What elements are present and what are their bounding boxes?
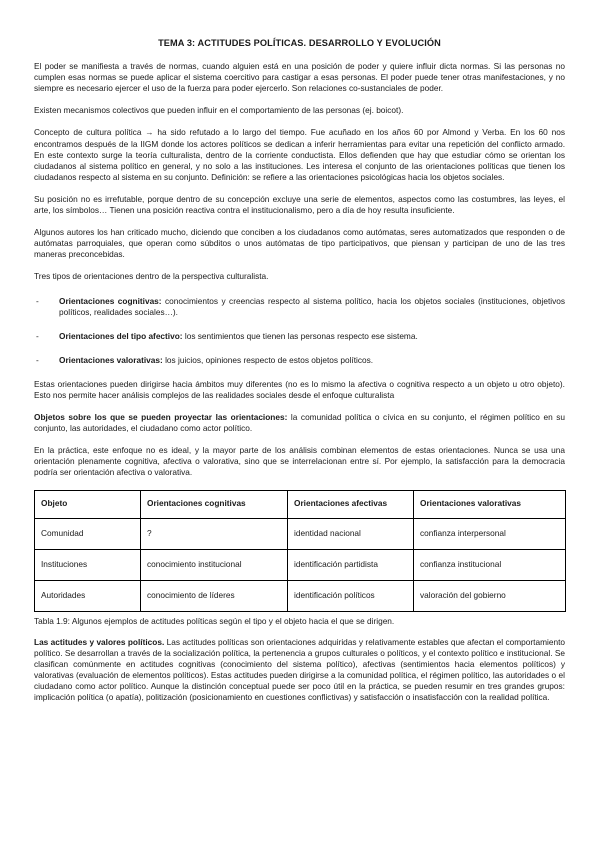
column-header: Objeto — [35, 490, 141, 518]
table-caption: Tabla 1.9: Algunos ejemplos de actitudes políticas según el tipo y el objeto hacia el que se dirigen. — [34, 615, 395, 626]
table-cell: identificación partidista — [288, 549, 414, 580]
paragraph-objetos — [34, 412, 565, 434]
page-title: TEMA 3: ACTITUDES POLÍTICAS. DESARROLLO Y EVOLUCIÓN — [158, 38, 441, 48]
table-cell: identificación políticos — [288, 580, 414, 611]
table-header-row — [35, 490, 566, 518]
table-cell: confianza interpersonal — [414, 518, 566, 549]
list-item — [34, 296, 565, 318]
table-row — [35, 580, 566, 611]
orientation-term: Orientaciones valorativas: — [59, 354, 163, 365]
table-cell: ? — [141, 518, 288, 549]
orientation-text: conocimientos y creencias respecto al sistema político, hacia los objetos sociales (instituciones, objetivos políticos, realidades sociales…). — [59, 295, 566, 317]
orientation-text: los sentimientos que tienen las personas respecto ese sistema. — [182, 330, 418, 341]
actitudes-text: Las actitudes políticas son orientaciones adquiridas y relativamente estables que afectan el comportamiento político. Se desarrollan a través de la socialización política, la pertenencia a grupos culturales o políticos, y el contexto político e institucional. Se clasifican comúnmente en actitudes cognitivas (conocimiento del sistema político), afectivas (sentimientos hacia elementos políticos) y valorativas (evaluación de elementos políticos). Estas actitudes pueden dirigirse a la comunidad política, el régimen político, las autoridades o el ciudadano como actor político. Aunque la distinción conceptual puede ser poco útil en la práctica, se pueden resumir en tres grandes grupos: implicación política (o apatía), politización (posicionamiento en cuestiones conflictivas) y satisfacción o insatisfacción con la realidad política. — [34, 636, 565, 703]
table-row — [35, 518, 566, 549]
objetos-text: la comunidad política o cívica en su conjunto, el régimen político en su conjunto, las autoridades, el ciudadano como actor político. — [34, 412, 565, 434]
paragraph-posicion: Su posición no es irrefutable, porque dentro de su concepción excluye una serie de elementos, aspectos como las costumbres, las leyes, el arte, los símbolos… Tienen una posición reactiva contra el institucionalismo, pero a día de hoy resulta insuficiente. — [34, 193, 565, 216]
column-header: Orientaciones afectivas — [288, 490, 414, 518]
table-cell: identidad nacional — [288, 518, 414, 549]
table-row — [35, 549, 566, 580]
table-cell: Autoridades — [35, 580, 141, 611]
orientation-term: Orientaciones cognitivas: — [59, 295, 162, 306]
paragraph-practica: En la práctica, este enfoque no es ideal, y la mayor parte de los análisis combinan elementos de estas orientaciones. Nunca se usa una orientación plenamente cognitiva, afectiva o valorativa, sino que se interrelacionan entre sí. Por ejemplo, la satisfacción para la democracia podría ser orientación afectiva o valorativa. — [34, 445, 565, 478]
actitudes-term: Las actitudes y valores políticos. — [34, 636, 165, 647]
column-header: Orientaciones cognitivas — [141, 490, 288, 518]
orientation-term: Orientaciones del tipo afectivo: — [59, 330, 183, 341]
orientation-text: los juicios, opiniones respecto de estos objetos políticos. — [162, 354, 374, 365]
paragraph-mecanismos: Existen mecanismos colectivos que pueden influir en el comportamiento de las personas (ej. boicot). — [34, 105, 404, 116]
table-cell: Comunidad — [35, 518, 141, 549]
list-item — [34, 355, 565, 366]
paragraph-poder: El poder se manifiesta a través de normas, cuando alguien está en una posición de poder y quiere influir dicta normas. Si las personas no cumplen esas normas se puede aplicar el sistema coercitivo para castigar a esas personas. El poder puede tener otras manifestaciones, y no siempre es necesario ejercer el uso de la fuerza para poder ejercerlo. Son relaciones co-sustanciales de poder. — [34, 61, 565, 94]
paragraph-tres-tipos: Tres tipos de orientaciones dentro de la perspectiva culturalista. — [34, 271, 269, 282]
table-cell: conocimiento institucional — [141, 549, 288, 580]
list-dash: - — [36, 354, 39, 365]
table-cell: confianza institucional — [414, 549, 566, 580]
list-dash: - — [36, 295, 39, 306]
table-cell: Instituciones — [35, 549, 141, 580]
table-cell: conocimiento de líderes — [141, 580, 288, 611]
table-cell: valoración del gobierno — [414, 580, 566, 611]
column-header: Orientaciones valorativas — [414, 490, 566, 518]
paragraph-actitudes-valores — [34, 637, 565, 704]
list-dash: - — [36, 330, 39, 341]
list-item — [34, 331, 565, 342]
paragraph-criticas: Algunos autores los han criticado mucho, diciendo que conciben a los ciudadanos como autómatas, seres automatizados que responden o de autómatas parroquiales, que operan como súbditos o unos autómatas de tipo participativos, que piensan y participan de uno de las tres maneras preconcebidas. — [34, 227, 565, 260]
paragraph-cultura-politica: Concepto de cultura política → ha sido refutado a lo largo del tiempo. Fue acuñado en los años 60 por Almond y Verba. En los 60 nos encontramos después de la IIGM donde los actores políticos se dedican a inferir herramientas para evitar una repetición del conflicto armado. En este contexto surge la teoría culturalista, dentro de la corriente conductista. Ellos defienden que hay que estudiar cómo se orientan los ciudadanos al sistema político en general, y no solo a las instituciones. Les interesa el conjunto de las orientaciones políticas que tienen los ciudadanos respecto al sistema en su conjunto. Definición: se refiere a las orientaciones psicológicas hacia los objetos sociales. — [34, 127, 565, 182]
orientations-list — [34, 296, 565, 366]
orientations-table — [34, 490, 566, 612]
paragraph-ambitos: Estas orientaciones pueden dirigirse hacia ámbitos muy diferentes (no es lo mismo la afectiva o cognitiva respecto a un objeto u otro objeto). Esto nos permite hacer análisis complejos de las realidades sociales desde el enfoque culturalista — [34, 378, 565, 400]
objetos-term: Objetos sobre los que se pueden proyectar las orientaciones: — [34, 412, 288, 423]
